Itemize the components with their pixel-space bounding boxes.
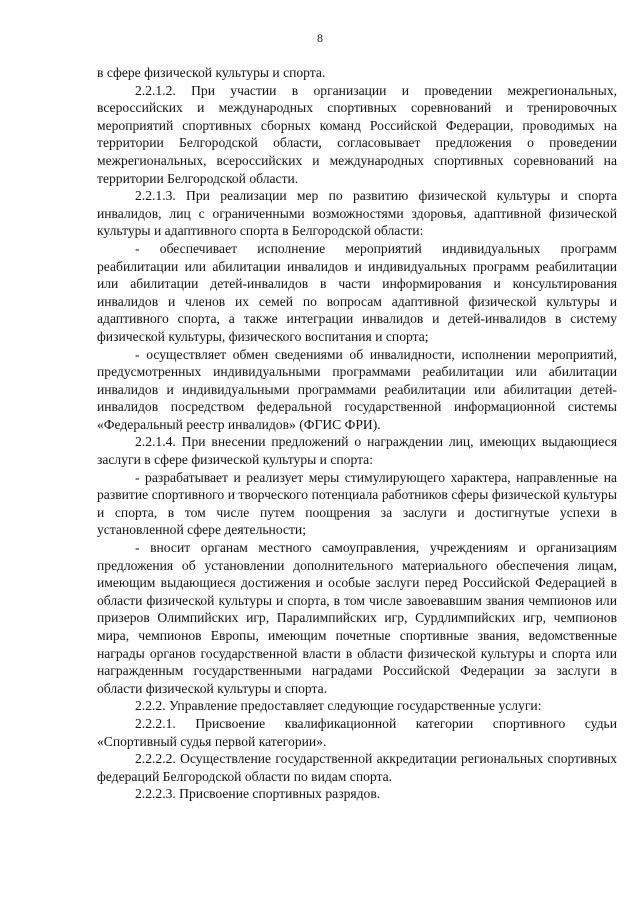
- list-item-ensures: - обеспечивает исполнение мероприятий индивидуальных программ реабилитации или абилитации инвалидов и индивидуальных программ реабилитации или абилитации детей-инвалидов в части информирования и консультирования инвалидов и членов их семей по вопросам адаптивной физической культуры и адаптивного спорта, а также интеграции инвалидов и детей-инвалидов в систему физической культуры, физического воспитания и спорта;: [97, 240, 617, 344]
- paragraph-2-2-2-1: 2.2.2.1. Присвоение квалификационной категории спортивного судьи «Спортивный судья первой категории».: [97, 715, 617, 749]
- paragraph-2-2-2-3: 2.2.2.3. Присвоение спортивных разрядов.: [135, 786, 381, 802]
- paragraph-2-2-1-2: 2.2.1.2. При участии в организации и проведении межрегиональных, всероссийских и международных спортивных соревнований и тренировочных мероприятий спортивных сборных команд Российской Федерации, проводимых на территории Белгородской области, согласовывает предложения о проведении межрегиональных, всероссийских и международных спортивных соревнований на территории Белгородской области.: [97, 82, 617, 186]
- paragraph-2-2-2-2: 2.2.2.2. Осуществление государственной аккредитации региональных спортивных федераций Белгородской области по видам спорта.: [97, 751, 617, 784]
- page-number: 8: [317, 31, 323, 45]
- paragraph-2-2-1-3: 2.2.1.3. При реализации мер по развитию физической культуры и спорта инвалидов, лиц с ограниченными возможностями здоровья, адаптивной физической культуры и адаптивного спорта в Белгородской области:: [97, 188, 617, 239]
- paragraph-continuation: в сфере физической культуры и спорта.: [97, 65, 326, 80]
- list-item-submits: - вносит органам местного самоуправления, учреждениям и организациям предложения об установлении дополнительного материального обеспечения лицам, имеющим выдающиеся достижения и особые заслуги перед Российской Федерацией в области физической культуры и спорта, в том числе завоевавшим звания чемпионов или призеров Олимпийских игр, Паралимпийских игр, Сурдлимпийских игр, чемпионов мира, чемпионов Европы, имеющим почетные спортивные звания, ведомственные награды органов государственной власти в области физической культуры и спорта или награжденным государственными наградами Российской Федерации за заслуги в области физической культуры и спорта.: [97, 540, 617, 696]
- list-item-exchanges: - осуществляет обмен сведениями об инвалидности, исполнении мероприятий, предусмотренных индивидуальными программами реабилитации или абилитации инвалидов и индивидуальными программами реабилитации или абилитации детей-инвалидов посредством федеральной государственной информационной системы «Федеральный реестр инвалидов» (ФГИС ФРИ).: [97, 346, 617, 432]
- list-item-develops: - разрабатывает и реализует меры стимулирующего характера, направленные на развитие спортивного и творческого потенциала работников сферы физической культуры и спорта, в том числе путем поощрения за заслуги и достигнутые успехи в установленной сфере деятельности;: [97, 469, 617, 538]
- paragraph-2-2-2: 2.2.2. Управление предоставляет следующие государственные услуги:: [135, 698, 542, 714]
- document-body: [97, 64, 617, 803]
- paragraph-2-2-1-4: 2.2.1.4. При внесении предложений о награждении лиц, имеющих выдающиеся заслуги в сфере физической культуры и спорта:: [97, 434, 617, 468]
